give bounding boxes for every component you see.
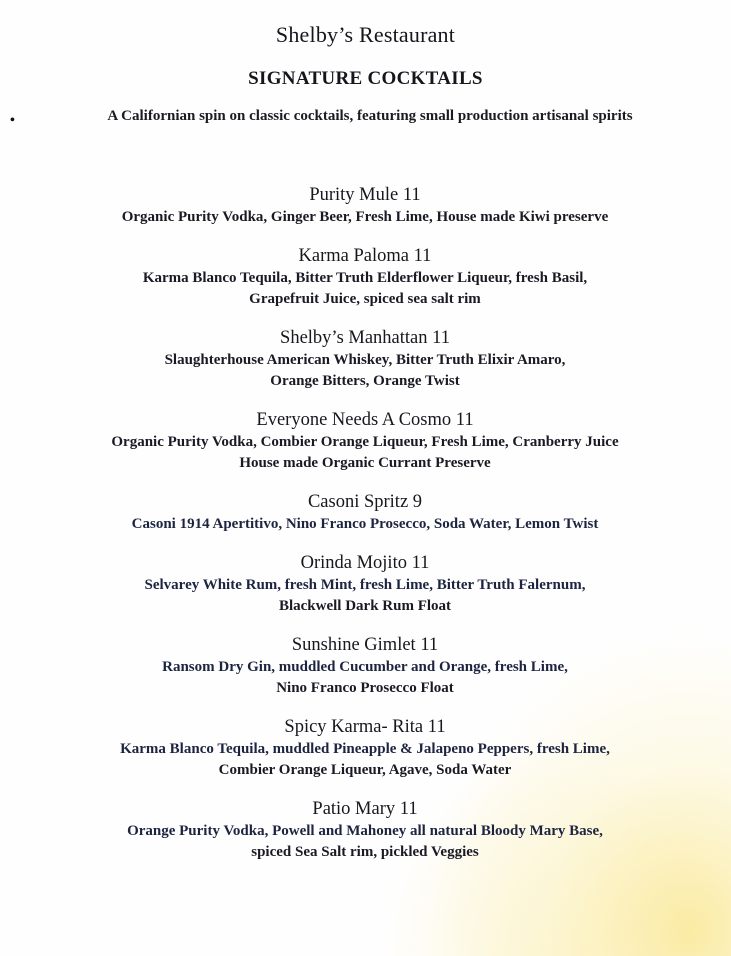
tagline: A Californian spin on classic cocktails, featuring small production artisanal spirits: [107, 108, 633, 124]
cocktail-name: Purity Mule 11: [309, 185, 421, 205]
cocktail-description: Casoni 1914 Apertitivo, Nino Franco Prosecco, Soda Water, Lemon Twist: [131, 516, 599, 532]
cocktail-name: Sunshine Gimlet 11: [291, 635, 439, 655]
cocktail-description: Karma Blanco Tequila, Bitter Truth Elderflower Liqueur, fresh Basil,: [142, 270, 588, 286]
cocktail-name: Patio Mary 11: [312, 799, 418, 819]
cocktail-description: Nino Franco Prosecco Float: [276, 680, 454, 696]
cocktail-item: [40, 634, 690, 699]
cocktail-name: Everyone Needs A Cosmo 11: [256, 410, 474, 430]
cocktail-name: Shelby’s Manhattan 11: [280, 328, 450, 348]
cocktail-description: Selvarey White Rum, fresh Mint, fresh Lime, Bitter Truth Falernum,: [144, 577, 586, 593]
cocktail-description: Karma Blanco Tequila, muddled Pineapple & Jalapeno Peppers, fresh Lime,: [120, 741, 610, 757]
cocktail-item: [40, 716, 690, 781]
restaurant-name: Shelby’s Restaurant: [275, 22, 456, 47]
cocktail-description: Combier Orange Liqueur, Agave, Soda Water: [218, 762, 512, 778]
cocktail-description: Orange Purity Vodka, Powell and Mahoney all natural Bloody Mary Base,: [127, 823, 603, 839]
cocktail-name: Spicy Karma- Rita 11: [284, 717, 446, 737]
section-title: SIGNATURE COCKTAILS: [248, 68, 483, 89]
cocktail-item: [40, 798, 690, 863]
cocktail-name: Casoni Spritz 9: [307, 492, 423, 512]
bullet-mark: •: [10, 113, 15, 128]
cocktail-item: [40, 491, 690, 535]
cocktail-list: [40, 184, 690, 880]
cocktail-description: House made Organic Currant Preserve: [239, 455, 491, 471]
cocktail-item: [40, 409, 690, 474]
cocktail-description: Organic Purity Vodka, Combier Orange Liqueur, Fresh Lime, Cranberry Juice: [111, 434, 619, 450]
cocktail-description: Ransom Dry Gin, muddled Cucumber and Orange, fresh Lime,: [162, 659, 568, 675]
cocktail-item: [40, 245, 690, 310]
cocktail-description: Grapefruit Juice, spiced sea salt rim: [249, 291, 481, 307]
cocktail-name: Karma Paloma 11: [298, 246, 432, 266]
cocktail-description: Blackwell Dark Rum Float: [278, 598, 452, 614]
cocktail-name: Orinda Mojito 11: [300, 553, 430, 573]
cocktail-description: Slaughterhouse American Whiskey, Bitter Truth Elixir Amaro,: [164, 352, 566, 368]
cocktail-description: spiced Sea Salt rim, pickled Veggies: [251, 844, 479, 860]
cocktail-item: [40, 552, 690, 617]
cocktail-description: Organic Purity Vodka, Ginger Beer, Fresh Lime, House made Kiwi preserve: [121, 209, 609, 225]
cocktail-item: [40, 327, 690, 392]
cocktail-description: Orange Bitters, Orange Twist: [270, 373, 460, 389]
cocktail-item: [40, 184, 690, 228]
